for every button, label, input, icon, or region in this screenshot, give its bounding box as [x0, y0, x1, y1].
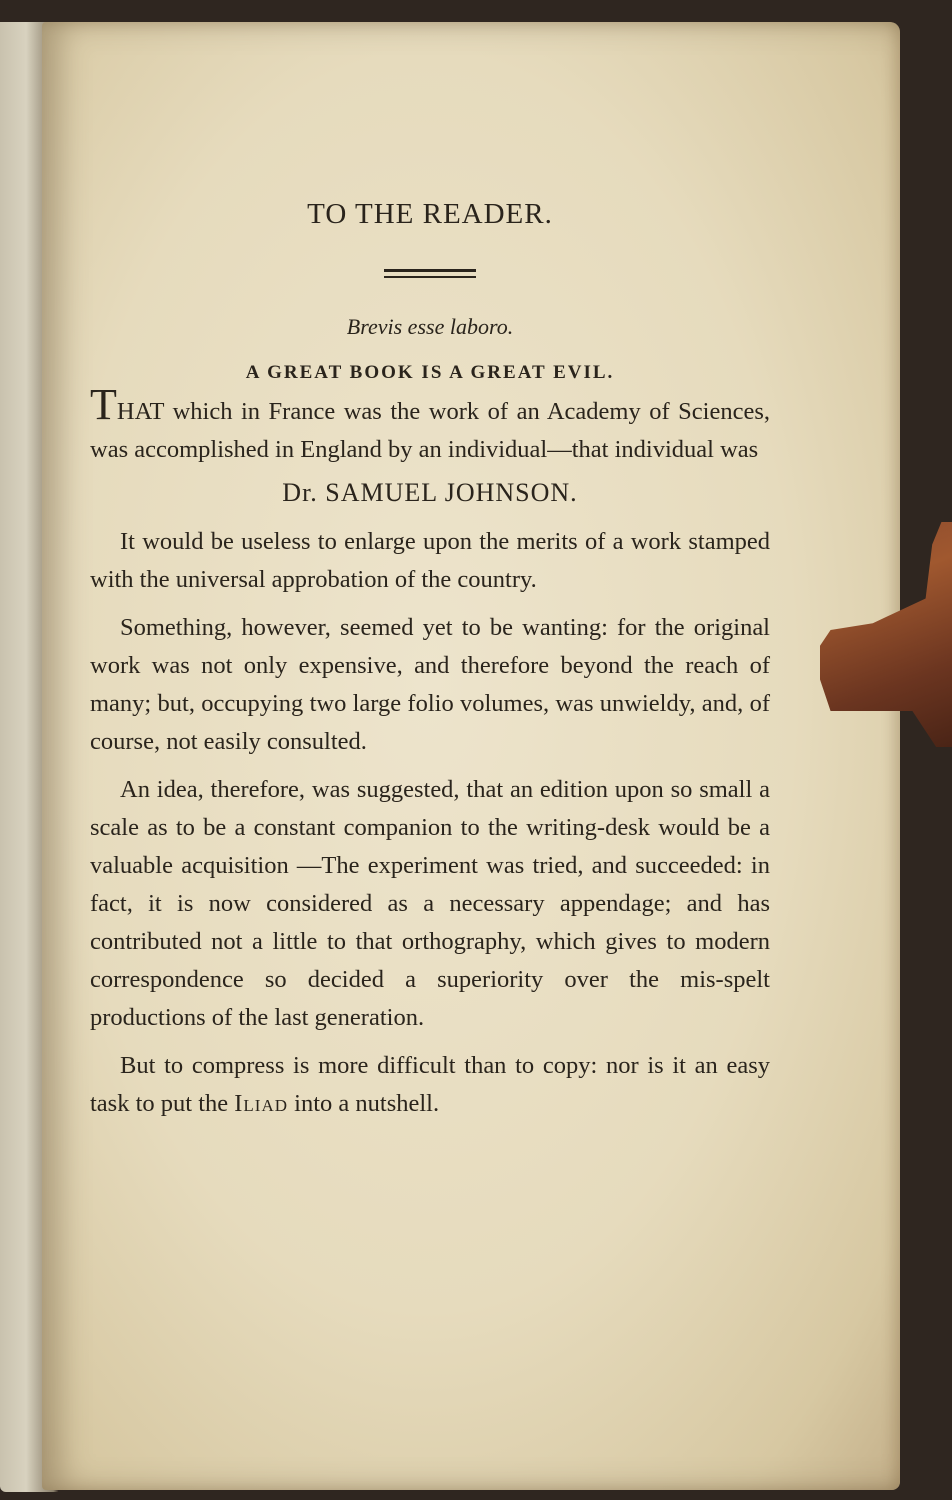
title-rule: [384, 269, 476, 278]
opening-text: HAT which in France was the work of an Academy of Sciences, was accomplished in England by an individual—that individual was: [90, 398, 770, 463]
paragraph-5-start: But to compress is more difficult than to copy: nor is it an easy task to put the: [90, 1052, 770, 1117]
paragraph-3: Something, however, seemed yet to be wanting: for the original work was not only expensive, and therefore beyond the reach of many; but, occupying two large folio volumes, was unwieldy, and, of course, not easily consulted.: [90, 614, 770, 755]
paragraph-5-end: into a nutshell.: [288, 1090, 440, 1117]
page-content: [90, 170, 770, 1123]
drop-cap: T: [90, 380, 117, 429]
page-title: TO THE READER.: [307, 198, 553, 230]
opening-paragraph: [90, 380, 770, 469]
author-name: Dr. SAMUEL JOHNSON.: [282, 478, 578, 507]
paragraph-5: [90, 1047, 770, 1123]
motto: Brevis esse laboro.: [346, 314, 514, 339]
paragraph-2: It would be useless to enlarge upon the merits of a work stamped with the universal approbation of the country.: [90, 528, 770, 593]
iliad-word: Iliad: [234, 1090, 289, 1117]
subheading: A GREAT BOOK IS A GREAT EVIL.: [245, 362, 615, 383]
paragraph-4: An idea, therefore, was suggested, that an edition upon so small a scale as to be a constant companion to the writing-desk would be a valuable acquisition —The experiment was tried, and succeeded: in fact, it is now considered as a necessary appendage; and has contributed not a little to that orthography, which gives to modern correspondence so decided a superiority over the mis-spelt productions of the last generation.: [90, 776, 770, 1031]
